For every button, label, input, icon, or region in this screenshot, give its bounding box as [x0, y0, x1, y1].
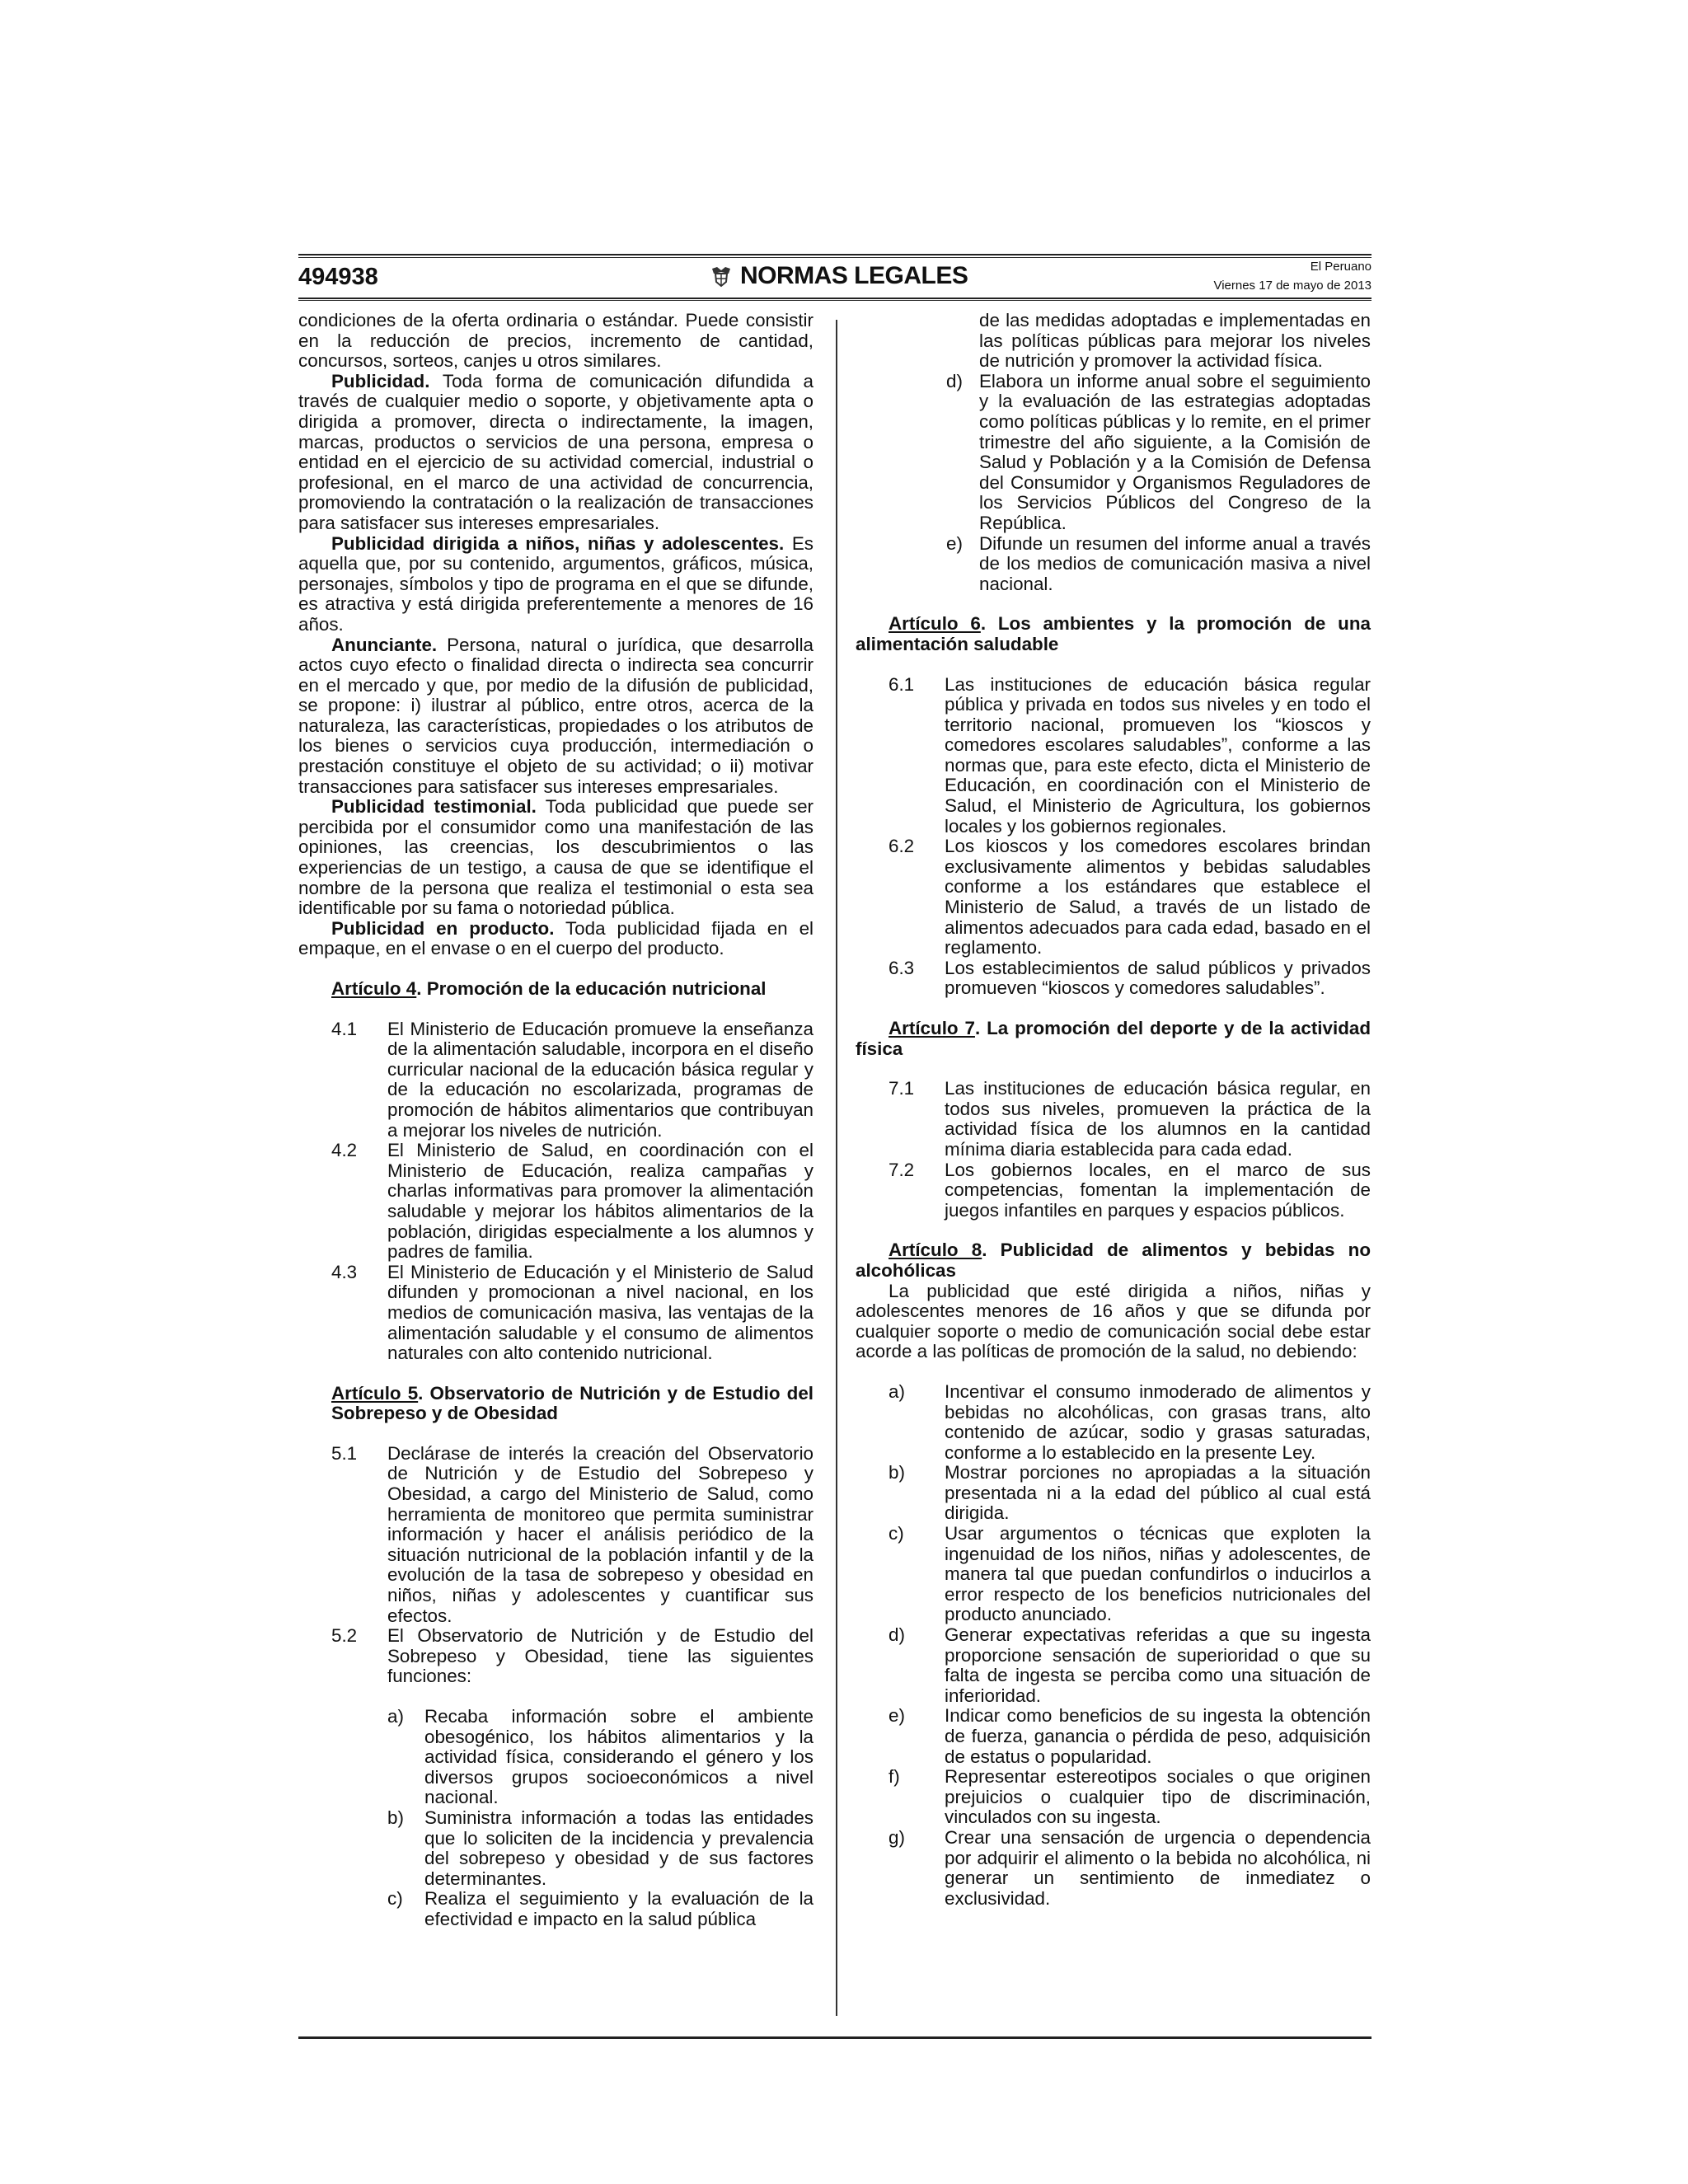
item-text: Crear una sensación de urgencia o dependencia por adquirir el alimento o la bebida no alcohólica, ni generar un sentimiento de inmediatez o exclusividad. — [945, 1826, 1371, 1909]
item-number: 6.2 — [889, 836, 915, 857]
list-item — [856, 1767, 1371, 1828]
list-item — [298, 1019, 814, 1141]
item-text: Los gobiernos locales, en el marco de sus competencias, fomentan la implementación de juegos infantiles en parques y espacios públicos. — [945, 1159, 1371, 1221]
definition-term: Publicidad testimonial. — [331, 796, 537, 818]
item-text: Suministra información a todas las entidades que lo soliciten de la incidencia y prevalencia del sobrepeso y obesidad y de sus factores determinantes. — [424, 1807, 814, 1889]
item-text: de las medidas adoptadas e implementadas en las políticas públicas para mejorar los niveles de nutrición y promover la actividad física. — [979, 310, 1371, 372]
list-item — [856, 837, 1371, 958]
item-letter: d) — [889, 1624, 905, 1646]
list-item — [856, 1160, 1371, 1221]
item-number: 7.1 — [889, 1078, 915, 1099]
item-letter: c) — [889, 1523, 904, 1544]
item-letter: g) — [889, 1826, 905, 1848]
definition-text: Es aquella que, por su contenido, argumentos, gráficos, música, personajes, símbolos y tipo de programa en el que se difunde, es atractiva y está dirigida preferentemente a menores de 16 años. — [298, 532, 814, 635]
article-title: . Observatorio de Nutrición y de Estudio del Sobrepeso y de Obesidad — [331, 1382, 814, 1424]
item-text: Elabora un informe anual sobre el seguimiento y la evaluación de las estrategias adoptadas como políticas públicas y lo remite, en el primer trimestre del año siguiente, a la Comisión de Salud y Población y a la Comisión de Defensa del Consumidor y Organismos Reguladores de los Servicios Públicos del Congreso de la República. — [979, 370, 1371, 533]
page-number: 494938 — [298, 264, 378, 290]
item-text: Las instituciones de educación básica regular, en todos sus niveles, promueven la práctica de la actividad física de los alumnos en la cantidad mínima diaria establecida para cada edad. — [945, 1078, 1371, 1160]
list-item — [856, 1706, 1371, 1767]
header-bottom-rule — [298, 298, 1372, 301]
definition-text: Toda forma de comunicación difundida a través de cualquier medio o soporte, y objetivamente apta o dirigida a promover, directa o indirectamente, la imagen, marcas, productos o servicios de una persona, empresa o entidad en el ejercicio de su actividad comercial, industrial o profesional, en el marco de una actividad de concurrencia, promoviendo la contratación o la realización de transacciones para satisfacer sus intereses empresariales. — [298, 370, 814, 533]
definition-publicidad — [298, 372, 814, 534]
list-item — [298, 1444, 814, 1626]
item-text: Incentivar el consumo inmoderado de alimentos y bebidas no alcohólicas, con grasas trans, alto contenido de azúcar, sodio y grasas saturadas, conforme a lo establecido en la presente Ley. — [945, 1380, 1371, 1463]
left-column — [298, 311, 814, 1930]
article-6-heading — [856, 614, 1371, 654]
list-item — [856, 1524, 1371, 1625]
item-letter: e) — [946, 532, 963, 554]
article-label: Artículo 5 — [331, 1382, 419, 1404]
item-number: 7.2 — [889, 1159, 915, 1180]
definition-term: Publicidad en producto. — [331, 917, 555, 939]
list-item — [856, 534, 1371, 595]
item-text: Difunde un resumen del informe anual a través de los medios de comunicación masiva a nivel nacional. — [979, 532, 1371, 594]
item-letter: b) — [387, 1807, 404, 1828]
list-item — [856, 1828, 1371, 1909]
list-item — [298, 1707, 814, 1808]
item-text: El Ministerio de Educación y el Ministerio de Salud difunden y promocionan a nivel nacional, en los medios de comunicación masiva, las ventajas de la alimentación saludable y el consumo de alimentos naturales con alto contenido nutricional. — [387, 1261, 814, 1364]
item-text: Indicar como beneficios de su ingesta la obtención de fuerza, ganancia o pérdida de peso, adquisición de estatus o popularidad. — [945, 1705, 1371, 1767]
item-number: 6.3 — [889, 957, 915, 978]
item-text: El Observatorio de Nutrición y de Estudio del Sobrepeso y Obesidad, tiene las siguientes funciones: — [387, 1625, 814, 1687]
article-7-heading — [856, 1019, 1371, 1059]
list-item — [298, 1808, 814, 1889]
article-title: . La promoción del deporte y de la actividad física — [856, 1018, 1371, 1059]
item-letter: e) — [889, 1705, 905, 1727]
list-item — [298, 1626, 814, 1687]
article-title: . Publicidad de alimentos y bebidas no alcohólicas — [856, 1240, 1371, 1281]
list-item — [856, 1382, 1371, 1463]
item-number: 5.2 — [331, 1625, 358, 1647]
item-text: Los kioscos y los comedores escolares brindan exclusivamente alimentos y bebidas saludables conforme a los estándares que establece el Ministerio de Salud, a través de un listado de alimentos adecuados para cada edad, basado en el reglamento. — [945, 836, 1371, 958]
list-item — [298, 1889, 814, 1929]
item-letter: b) — [889, 1462, 905, 1483]
item-letter: a) — [889, 1380, 905, 1402]
list-item — [856, 1079, 1371, 1160]
item-text: Representar estereotipos sociales o que originen prejuicios o cualquier tipo de discriminación, vinculados con su ingesta. — [945, 1766, 1371, 1828]
list-item-continued — [856, 311, 1371, 372]
article-title: . Promoción de la educación nutricional — [416, 978, 767, 999]
item-text: Declárase de interés la creación del Observatorio de Nutrición y de Estudio del Sobrepeso y Obesidad, a cargo del Ministerio de Salud, como herramienta de monitoreo que permita suministrar información y hacer el análisis periódico de la situación nutricional de la población infantil y de la evolución de la tasa de sobrepeso y obesidad en niños, niñas y adolescentes y cuantificar sus efectos. — [387, 1442, 814, 1626]
definition-publicidad-producto — [298, 919, 814, 959]
item-letter — [856, 311, 979, 372]
article-label: Artículo 8 — [889, 1240, 982, 1261]
item-text: Generar expectativas referidas a que su ingesta proporcione sensación de superioridad o que su falta de ingesta se perciba como una situación de inferioridad. — [945, 1624, 1371, 1706]
article-label: Artículo 6 — [889, 613, 981, 635]
footer-rule — [298, 2036, 1372, 2039]
article-8-heading — [856, 1240, 1371, 1281]
item-letter: c) — [387, 1888, 403, 1910]
issue-date: Viernes 17 de mayo de 2013 — [1213, 279, 1372, 293]
article-label: Artículo 7 — [889, 1018, 975, 1038]
definition-anunciante — [298, 635, 814, 798]
list-item — [856, 1463, 1371, 1524]
item-text: Realiza el seguimiento y la evaluación de la efectividad e impacto en la salud pública — [424, 1888, 814, 1929]
definition-text: Toda publicidad que puede ser percibida por el consumidor como una manifestación de las opiniones, las creencias, los descubrimientos o las experiencias de un testigo, a causa de que se identifique el nombre de la persona que realiza el testimonial o esta sea identificable por su fama o notoriedad pública. — [298, 796, 814, 919]
right-column — [856, 311, 1371, 1909]
coat-of-arms-icon — [709, 264, 734, 288]
item-number: 6.1 — [889, 673, 915, 695]
publisher-name: El Peruano — [1310, 260, 1372, 274]
publication-info — [1213, 257, 1372, 295]
paragraph: condiciones de la oferta ordinaria o estándar. Puede consistir en la reducción de precios, incremento de cantidad, concursos, sorteos, canjes u otros similares. — [298, 310, 814, 372]
definition-term: Anunciante. — [331, 634, 438, 655]
item-number: 4.2 — [331, 1140, 358, 1161]
spacer — [856, 1362, 1371, 1382]
spacer — [298, 1687, 814, 1707]
item-text: El Ministerio de Salud, en coordinación con el Ministerio de Educación, realiza campañas y charlas informativas para promover la alimentación saludable y mejorar los hábitos alimentarios de la población, dirigidas especialmente a los alumnos y padres de familia. — [387, 1140, 814, 1263]
masthead-title: NORMAS LEGALES — [740, 262, 968, 289]
list-item — [298, 1263, 814, 1364]
item-letter: f) — [889, 1766, 900, 1788]
item-text: Los establecimientos de salud públicos y privados promueven “kioscos y comedores saludables”. — [945, 957, 1371, 999]
list-item — [856, 675, 1371, 837]
article-5-heading — [298, 1384, 814, 1424]
definition-term: Publicidad dirigida a niños, niñas y adolescentes. — [331, 532, 785, 554]
item-text: Mostrar porciones no apropiadas a la situación presentada ni a la edad del público al cual está dirigida. — [945, 1462, 1371, 1524]
page-header — [298, 257, 1372, 297]
item-text: Usar argumentos o técnicas que exploten la ingenuidad de los niños, niñas y adolescentes, de manera tal que puedan confundirlos o inducirlos a error respecto de los beneficios nutricionales del producto anunciado. — [945, 1523, 1371, 1625]
definition-publicidad-ninos — [298, 534, 814, 635]
item-letter: a) — [387, 1706, 404, 1727]
article-title: . Los ambientes y la promoción de una alimentación saludable — [856, 613, 1371, 654]
article-8-intro: La publicidad que esté dirigida a niños, niñas y adolescentes menores de 16 años y que se difunda por cualquier soporte o medio de comunicación social debe estar acorde a las políticas de promoción de la salud, no debiendo: — [856, 1280, 1371, 1362]
definition-text: Toda publicidad fijada en el empaque, en el envase o en el cuerpo del producto. — [298, 917, 814, 959]
list-item — [298, 1141, 814, 1263]
definition-text: Persona, natural o jurídica, que desarrolla actos cuyo efecto o finalidad directa o indirecta sea concurrir en el mercado y que, por medio de la difusión de publicidad, se propone: i) ilustrar al público, entre otros, acerca de la naturaleza, las características, propiedades o los atributos de los bienes o servicios cuya producción, intermediación o prestación constituye el objeto de su actividad; o ii) motivar transacciones para satisfacer sus intereses empresariales. — [298, 634, 814, 797]
column-divider — [836, 320, 837, 2016]
item-text: Recaba información sobre el ambiente obesogénico, los hábitos alimentarios y la actividad física, considerando el género y los diversos grupos socioeconómicos a nivel nacional. — [424, 1706, 814, 1808]
list-item — [856, 1625, 1371, 1706]
item-letter: d) — [946, 370, 963, 391]
article-4-heading — [298, 979, 814, 1000]
item-text: Las instituciones de educación básica regular pública y privada en todos sus niveles y en todo el territorio nacional, promueven los “kioscos y comedores escolares saludables”, conforme a las normas que, para este efecto, dicta el Ministerio de Educación, en coordinación con el Ministerio de Salud, el Ministerio de Agricultura, los gobiernos locales y los gobiernos regionales. — [945, 673, 1371, 837]
item-number: 4.3 — [331, 1261, 358, 1282]
list-item — [856, 372, 1371, 534]
list-item — [856, 958, 1371, 999]
item-text: El Ministerio de Educación promueve la enseñanza de la alimentación saludable, incorpora en el diseño curricular nacional de la educación básica regular y de la educación no escolarizada, programas de promoción de hábitos alimentarios que contribuyan a mejorar los niveles de nutrición. — [387, 1018, 814, 1141]
definition-term: Publicidad. — [331, 370, 430, 391]
item-number: 4.1 — [331, 1018, 358, 1039]
item-number: 5.1 — [331, 1442, 358, 1464]
article-label: Artículo 4 — [331, 978, 417, 999]
definition-publicidad-testimonial — [298, 797, 814, 919]
masthead — [709, 262, 968, 290]
